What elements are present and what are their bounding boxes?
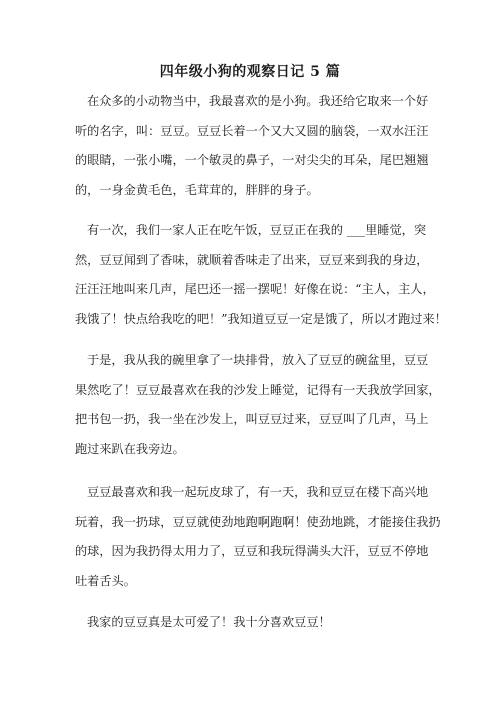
paragraph-line: 的眼睛，一张小嘴，一个敏灵的鼻子，一对尖尖的耳朵，尾巴翘翘 — [75, 153, 429, 167]
paragraph-line: 于是，我从我的碗里拿了一块排骨，放入了豆豆的碗盆里，豆豆 — [87, 353, 429, 367]
paragraph-line: 豆豆最喜欢和我一起玩皮球了，有一天，我和豆豆在楼下高兴地 — [87, 485, 429, 499]
paragraph-line: 把书包一扔，我一坐在沙发上，叫豆豆过来，豆豆叫了几声，马上 — [75, 412, 429, 426]
paragraph-line: 听的名字，叫：豆豆。豆豆长着一个又大又圆的脑袋，一双水汪汪 — [75, 123, 429, 138]
paragraph-3 — [75, 346, 441, 464]
paragraph-line: 玩着，我一扔球，豆豆就使劲地跑啊跑啊！使劲地跳，才能接住我扔 — [75, 514, 441, 529]
paragraph-line: 的，一身金黄毛色，毛茸茸的，胖胖的身子。 — [75, 182, 319, 197]
paragraph-line: 汪汪汪地叫来几声，尾巴还一摇一摆呢！好像在说：“主人，主人， — [75, 282, 435, 296]
paragraph-line: 我饿了！快点给我吃的吧！”我知道豆豆一定是饿了，所以才跑过来！ — [75, 311, 447, 326]
paragraph-5 — [75, 608, 425, 638]
paragraph-4 — [75, 478, 441, 596]
paragraph-line: 然，豆豆闻到了香味，就顺着香味走了出来，豆豆来到我的身边， — [75, 252, 429, 267]
paragraph-line: 在众多的小动物当中，我最喜欢的是小狗。我还给它取来一个好 — [87, 94, 429, 108]
paragraph-line: 我家的豆豆真是太可爱了！我十分喜欢豆豆！ — [87, 615, 331, 629]
paragraph-line: 吐着舌头。 — [75, 573, 136, 588]
paragraph-line: 果然吃了！豆豆最喜欢在我的沙发上睡觉，记得有一天我放学回家， — [75, 382, 441, 397]
paragraph-line: 有一次，我们一家人正在吃午饭，豆豆正在我的 ___里睡觉，突 — [87, 223, 427, 237]
paragraph-line: 跑过来趴在我旁边。 — [75, 441, 185, 456]
page-title: 四年级小狗的观察日记 5 篇 — [159, 64, 341, 80]
paragraph-2 — [75, 216, 447, 334]
paragraph-1 — [75, 87, 429, 205]
paragraph-line: 的球，因为我扔得太用力了，豆豆和我玩得满头大汗，豆豆不停地 — [75, 544, 429, 558]
